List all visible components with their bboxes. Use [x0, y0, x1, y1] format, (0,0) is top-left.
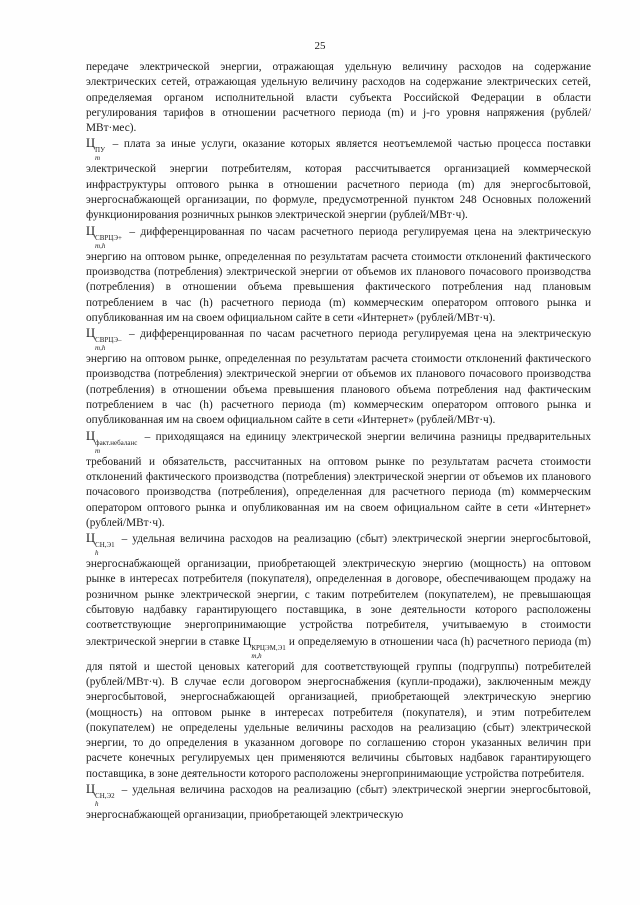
definition-pu	[86, 136, 591, 223]
symbol-base: Ц	[86, 223, 96, 238]
symbol-superscript: КРЦЭМ,Э1	[251, 643, 286, 652]
definition-svrce-plus	[86, 224, 591, 326]
symbol-base: Ц	[86, 326, 96, 341]
symbol-superscript: СВРЦЭ+	[95, 233, 122, 242]
symbol-superscript: ПУ	[95, 146, 106, 155]
paragraph-text: передаче электрической энергии, отражающая удельную величину расходов на содержание электрических сетей, отражающая удельную величину расходов на содержание электрических сетей, определяемая органом исполнительной власти субъекта Российской Федерации в области регулирования тарифов в отношении расчетного периода (m) и j-го уровня напряжения (рублей/МВт·мес).	[86, 61, 591, 135]
symbol-c-svrce-plus	[86, 224, 122, 250]
symbol-c-fakt-nebalans	[86, 429, 137, 455]
symbol-c-sn-e1	[86, 531, 115, 557]
paragraph-intro	[86, 60, 591, 136]
symbol-base: Ц	[86, 531, 96, 546]
symbol-c-pu	[86, 136, 105, 162]
definition-sn-e1	[86, 531, 591, 782]
definition-svrce-minus	[86, 326, 591, 428]
symbol-subscript: m,h	[95, 344, 106, 353]
symbol-subscript: m	[95, 154, 101, 163]
symbol-base: Ц	[86, 136, 96, 151]
symbol-superscript: факт.небаланс	[95, 438, 138, 447]
definition-fakt-nebalans	[86, 429, 591, 531]
definition-text: – удельная величина расходов на реализацию (сбыт) электрической энергии энергосбытовой, энергоснабжающей организации, приобретающей электрическую	[86, 783, 591, 821]
symbol-c-krcem-e1	[243, 634, 286, 660]
definition-text-before: – удельная величина расходов на реализацию (сбыт) электрической энергии энергосбытовой, энергоснабжающей организации, приобретающей электрическую энергию (мощность) на оптовом рынке в интересах потребителя (покупателя), определенная в договоре, обеспечивающем продажу на розничном рынке электрической энергии, с таким потребителем (покупателем), не превышающая сбытовую надбавку гарантирующего поставщика, в зоне деятельности которого расположены соответствующие энергопринимающие устройства потребителя, учитываемую в стоимости электрической энергии в ставке	[86, 533, 591, 648]
symbol-subscript: h	[95, 549, 99, 558]
symbol-superscript: СВРЦЭ–	[95, 336, 122, 345]
definition-text: – плата за иные услуги, оказание которых является неотъемлемой частью процесса поставки электрической энергии потребителям, которая рассчитывается организацией коммерческой инфраструктуры оптового рынка в отношении расчетного периода (m) для энергосбытовой, энергоснабжающей организации, по формуле, предусмотренной пунктом 248 Основных положений функционирования розничных рынков электрической энергии (рублей/МВт·ч).	[86, 138, 591, 222]
definition-text-after: и определяемую в отношении часа (h) расчетного периода (m) для пятой и шестой ценовых категорий для соответствующей группы (подгруппы) потребителей (рублей/МВт·ч). В случае если договором энергоснабжения (купли-продажи), заключенным между энергосбытовой, энергоснабжающей организацией, приобретающей электрическую энергию (мощность) на оптовом рынке в интересах потребителя (покупателя), и этим потребителем (покупателем) не определены удельные величины расходов на реализацию (сбыт) электрической энергии, то до определения в указанном договоре по соглашению сторон указанных величин при расчете конечных регулируемых цен применяются величины сбытовых надбавок гарантирующего поставщика, в зоне деятельности которого расположены энергопринимающие устройства потребителя.	[86, 635, 592, 780]
symbol-base: Ц	[242, 633, 252, 648]
symbol-c-svrce-minus	[86, 326, 121, 352]
definition-text: – дифференцированная по часам расчетного периода регулируемая цена на электрическую энергию на оптовом рынке, определенная по результатам расчета стоимости отклонений фактического производства (потребления) электрической энергии от объемов их планового почасового производства (потребления) в отношении объема превышения фактического потребления над плановым потреблением в час (h) расчетного периода (m) коммерческим оператором оптового рынка и опубликованная им на своем официальном сайте в сети «Интернет» (рублей/МВт·ч).	[86, 225, 592, 324]
symbol-subscript: m,h	[251, 651, 262, 660]
symbol-superscript: СН,Э1	[95, 541, 115, 550]
definition-text: – дифференцированная по часам расчетного периода регулируемая цена на электрическую энергию на оптовом рынке, определенная по результатам расчета стоимости отклонений фактического производства (потребления) электрической энергии от объемов их планового почасового производства (потребления) в отношении объема превышения планового объема потребления над фактическим потреблением в час (h) расчетного периода (m) коммерческим оператором оптового рынка и опубликованная им на своем официальном сайте в сети «Интернет» (рублей/МВт·ч).	[86, 328, 592, 427]
symbol-superscript: СН,Э2	[95, 791, 115, 800]
symbol-subscript: h	[95, 799, 99, 808]
document-body	[86, 60, 591, 823]
symbol-subscript: m,h	[95, 241, 106, 250]
symbol-base: Ц	[86, 781, 96, 796]
symbol-c-sn-e2	[86, 782, 115, 808]
symbol-subscript: m	[95, 446, 101, 455]
symbol-base: Ц	[86, 428, 96, 443]
definition-text: – приходящаяся на единицу электрической энергии величина разницы предварительных требований и обязательств, рассчитанных на оптовом рынке по результатам расчета стоимости отклонений фактического производства (потребления) электрической энергии от объемов их планового почасового производства (потребления), определенная для расчетного периода (m) коммерческим оператором оптового рынка и опубликованная им на своем официальном сайте в сети «Интернет» (рублей/МВт·ч).	[86, 430, 591, 529]
page-number: 25	[314, 40, 326, 52]
definition-sn-e2	[86, 782, 591, 823]
